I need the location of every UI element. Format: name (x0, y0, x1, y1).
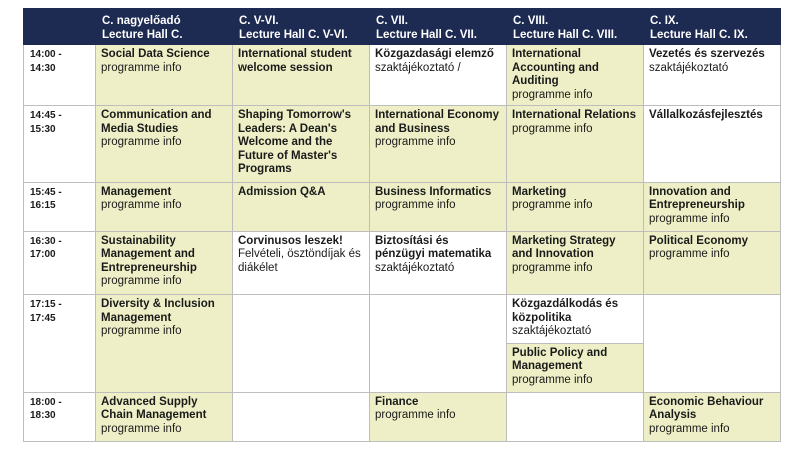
schedule-table (23, 8, 781, 442)
session-cell: Shaping Tomorrow's Leaders: A Dean's Welcome and the Future of Master's Programs (233, 106, 370, 183)
session-cell: Social Data Science programme info (96, 45, 233, 106)
session-cell: Biztosítási és pénzügyi matematika szaktájékoztató (370, 231, 507, 294)
session-cell: Communication and Media Studies programme info (96, 106, 233, 183)
empty-cell (370, 295, 507, 393)
session-cell: Economic Behaviour Analysis programme info (644, 392, 781, 441)
session-cell: Marketing Strategy and Innovation programme info (507, 231, 644, 294)
time-slot-row (24, 295, 781, 344)
session-cell: Innovation and Entrepreneurship programme info (644, 182, 781, 231)
time-slot-row (24, 45, 781, 106)
session-cell: Közgazdálkodás és közpolitika szaktájékoztató (507, 295, 644, 344)
session-cell: International Accounting and Auditing programme info (507, 45, 644, 106)
session-cell: Corvinusos leszek! Felvételi, ösztöndíjak és diákélet (233, 231, 370, 294)
session-cell: Közgazdasági elemző szaktájékoztató / (370, 45, 507, 106)
session-cell: Advanced Supply Chain Management programme info (96, 392, 233, 441)
header-hall-c: C. nagyelőadó Lecture Hall C. (96, 9, 233, 45)
time-slot: 15:45 - 16:15 (24, 182, 96, 231)
session-cell: Business Informatics programme info (370, 182, 507, 231)
header-hall-c-vii: C. VII. Lecture Hall C. VII. (370, 9, 507, 45)
time-slot: 17:15 - 17:45 (24, 295, 96, 393)
session-cell: Public Policy and Management programme info (507, 343, 644, 392)
session-cell: Sustainability Management and Entrepreneurship programme info (96, 231, 233, 294)
empty-cell (233, 392, 370, 441)
session-cell: Management programme info (96, 182, 233, 231)
session-cell: Vállalkozásfejlesztés (644, 106, 781, 183)
session-cell: Vezetés és szervezés szaktájékoztató (644, 45, 781, 106)
empty-cell (507, 392, 644, 441)
header-time (24, 9, 96, 45)
time-slot-row (24, 106, 781, 183)
header-hall-c-ix: C. IX. Lecture Hall C. IX. (644, 9, 781, 45)
time-slot-row (24, 231, 781, 294)
header-hall-c-v-vi: C. V-VI. Lecture Hall C. V-VI. (233, 9, 370, 45)
session-cell: Political Economy programme info (644, 231, 781, 294)
session-cell: International student welcome session (233, 45, 370, 106)
session-cell: International Economy and Business programme info (370, 106, 507, 183)
time-slot: 16:30 - 17:00 (24, 231, 96, 294)
time-slot-row (24, 182, 781, 231)
session-cell: Marketing programme info (507, 182, 644, 231)
session-cell: Admission Q&A (233, 182, 370, 231)
session-cell: Finance programme info (370, 392, 507, 441)
time-slot: 14:00 - 14:30 (24, 45, 96, 106)
header-hall-c-viii: C. VIII. Lecture Hall C. VIII. (507, 9, 644, 45)
empty-cell (233, 295, 370, 393)
time-slot: 14:45 - 15:30 (24, 106, 96, 183)
session-cell: International Relations programme info (507, 106, 644, 183)
session-cell: Diversity & Inclusion Management programme info (96, 295, 233, 393)
header-row (24, 9, 781, 45)
time-slot: 18:00 - 18:30 (24, 392, 96, 441)
time-slot-row (24, 392, 781, 441)
empty-cell (644, 295, 781, 393)
